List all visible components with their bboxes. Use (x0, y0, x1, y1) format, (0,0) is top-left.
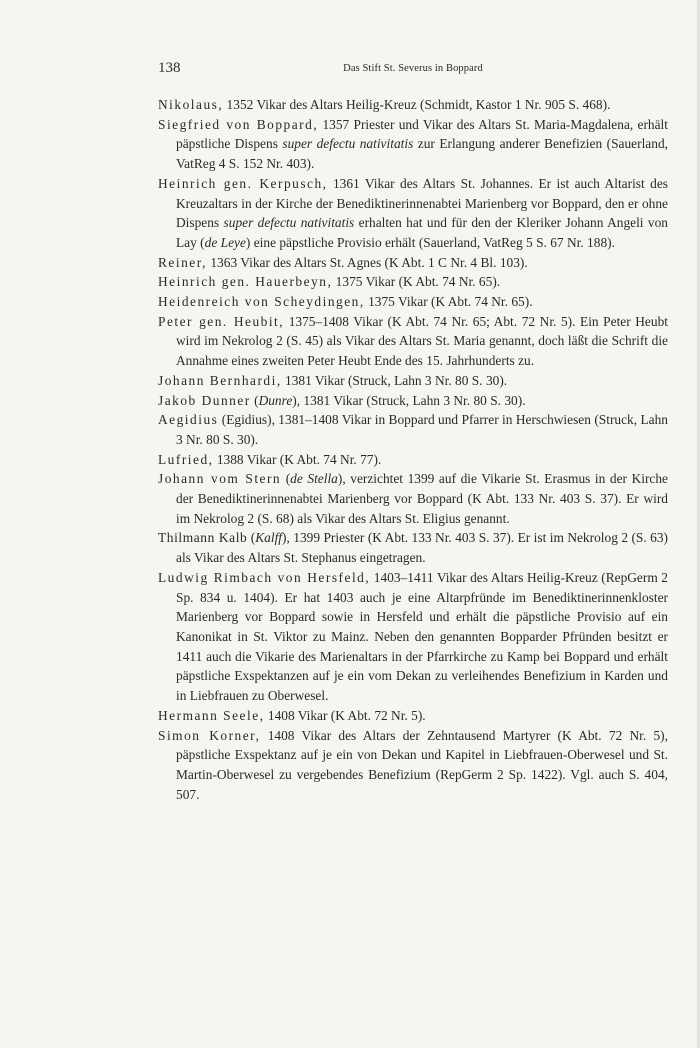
entry-name: Aegidius (158, 412, 219, 428)
entry (158, 568, 668, 706)
entry-text: 1408 Vikar (K Abt. 72 Nr. 5). (264, 707, 426, 723)
entry-text: 1363 Vikar des Altars St. Agnes (K Abt. 1 C Nr. 4 Bl. 103). (207, 254, 528, 270)
entry-text: ), 1399 Priester (K Abt. 133 Nr. 403 S. 37). Er ist im Nekrolog 2 (S. 63) als Vikar des Altars St. Stephanus eingetragen. (176, 530, 668, 566)
entry-text: 1375 Vikar (K Abt. 74 Nr. 65). (364, 294, 533, 310)
entry (158, 253, 668, 273)
entry-text: ( (250, 392, 259, 408)
entry-name: Thilmann Kalb (158, 530, 248, 546)
entry-text: 1375 Vikar (K Abt. 74 Nr. 65). (332, 274, 501, 290)
entry-name: Johann vom Stern (158, 471, 282, 487)
entry-name: Heidenreich von Scheydingen, (158, 294, 365, 310)
entry-text: 1375–1408 Vikar (K Abt. 74 Nr. 65; Abt. 72 Nr. 5). Ein Peter Heubt wird im Nekrolog 2 (S. 45) als Vikar des Altars St. Maria genannt, doch läßt die Schrift die Annahme eines zweiten Peter Heubt Ende des 15. Jahrhunderts zu. (176, 313, 668, 369)
entry-text: erhalten hat und für den der Kleriker Johann Angeli von Lay ( (176, 215, 668, 250)
entry-name: Ludwig Rimbach von Hersfeld, (158, 569, 371, 585)
entry (158, 450, 668, 470)
entry (158, 312, 668, 371)
entry (158, 528, 668, 567)
entry-text: ) eine päpstliche Provisio erhält (Sauerland, VatReg 5 S. 67 Nr. 188). (245, 234, 615, 250)
entry-text: 1381 Vikar (Struck, Lahn 3 Nr. 80 S. 30). (281, 372, 508, 388)
entry-name: Siegfried von Boppard, (158, 116, 319, 132)
entry (158, 410, 668, 449)
entry-italic: super defectu nativitatis (282, 136, 414, 152)
entry-name: Johann Bernhardi, (158, 372, 282, 388)
entry-name: Heinrich gen. Kerpusch, (158, 175, 328, 191)
entry (158, 391, 668, 411)
entry (158, 272, 668, 292)
entry (158, 95, 668, 115)
entry (158, 292, 668, 312)
entry (158, 115, 668, 174)
entry-name: Heinrich gen. Hauerbeyn, (158, 274, 333, 290)
entry-italic: Dunre (258, 392, 293, 408)
entry (158, 174, 668, 253)
entry-text: 1357 Priester und Vikar des Altars St. Maria-Magdalena, erhält päpstliche Dispens (176, 116, 668, 152)
entry-text: 1388 Vikar (K Abt. 74 Nr. 77). (213, 451, 382, 467)
entry-text: 1361 Vikar des Altars St. Johannes. Er ist auch Altarist des Kreuzaltars in der Kirche der Benediktinerinnenabtei Marienberg vor Boppard, den er ohne Dispens (176, 175, 668, 231)
entry-text: ), 1381 Vikar (Struck, Lahn 3 Nr. 80 S. 30). (292, 392, 526, 408)
entry-text: zur Erlangung anderer Benefizien (Sauerland, VatReg 4 S. 152 Nr. 403). (176, 136, 668, 172)
entry-name: Nikolaus, (158, 97, 224, 112)
entry-name: Lufried, (158, 451, 214, 467)
entry-text: (Egidius), 1381–1408 Vikar in Boppard und Pfarrer in Herschwiesen (Struck, Lahn 3 Nr. 80 S. 30). (176, 412, 668, 447)
running-head: Das Stift St. Severus in Boppard (343, 63, 483, 74)
entry-name: Hermann Seele, (158, 707, 265, 723)
entry-text: 1408 Vikar des Altars der Zehntausend Martyrer (K Abt. 72 Nr. 5), päpstliche Exspektanz auf je ein von Dekan und Kapitel in Liebfrauen-Oberwesel und St. Martin-Oberwesel zu vergebendes Benefizium (RepGerm 2 Sp. 1422). Vgl. auch S. 404, 507. (176, 727, 668, 802)
entry-name: Reiner, (158, 254, 208, 270)
entry-text: ), verzichtet 1399 auf die Vikarie St. Erasmus in der Kirche der Benediktinerinnenabtei Marienberg vor Boppard (K Abt. 133 Nr. 403 S. 37). Er wird im Nekrolog 2 (S. 68) als Vikar des Altars St. Eligius genannt. (176, 471, 669, 526)
entry-text: 1403–1411 Vikar des Altars Heilig-Kreuz (RepGerm 2 Sp. 834 u. 1404). Er hat 1403 auch je eine Altarpfründe im Benediktinerinnenkloster Marienberg vor Boppard sowie in Hersfeld und erhält die päpstliche Provisio auf ein Kanonikat in St. Viktor zu Mainz. Neben den genannten Bopparder Pfründen besitzt er 1411 auch die Vikarie des Marienaltars in der Pfarrkirche zu Kamp bei Boppard und erhält päpstliche Exspektanzen auf je ein vom Dekan zu verleihendes Benefizium in Karden und in Liebfrauen zu Oberwesel. (176, 569, 668, 704)
entry (158, 706, 668, 726)
entry-italic: super defectu nativitatis (223, 215, 355, 231)
entry-italic: Kalff (255, 530, 283, 546)
entry-italic: de Leye (204, 234, 246, 250)
entry-text: ( (281, 471, 291, 487)
entry-italic: de Stella (290, 471, 338, 487)
entry-text: 1352 Vikar des Altars Heilig-Kreuz (Schmidt, Kastor 1 Nr. 905 S. 468). (223, 97, 611, 112)
page-header (158, 60, 668, 80)
entry-name: Simon Korner, (158, 727, 261, 743)
page-number: 138 (158, 60, 181, 76)
entry-list (158, 95, 668, 804)
entry-name: Peter gen. Heubit, (158, 313, 285, 329)
entry (158, 371, 668, 391)
entry (158, 469, 668, 528)
entry-text: ( (247, 530, 256, 546)
entry (158, 726, 668, 805)
entry-name: Jakob Dunner (158, 392, 251, 408)
